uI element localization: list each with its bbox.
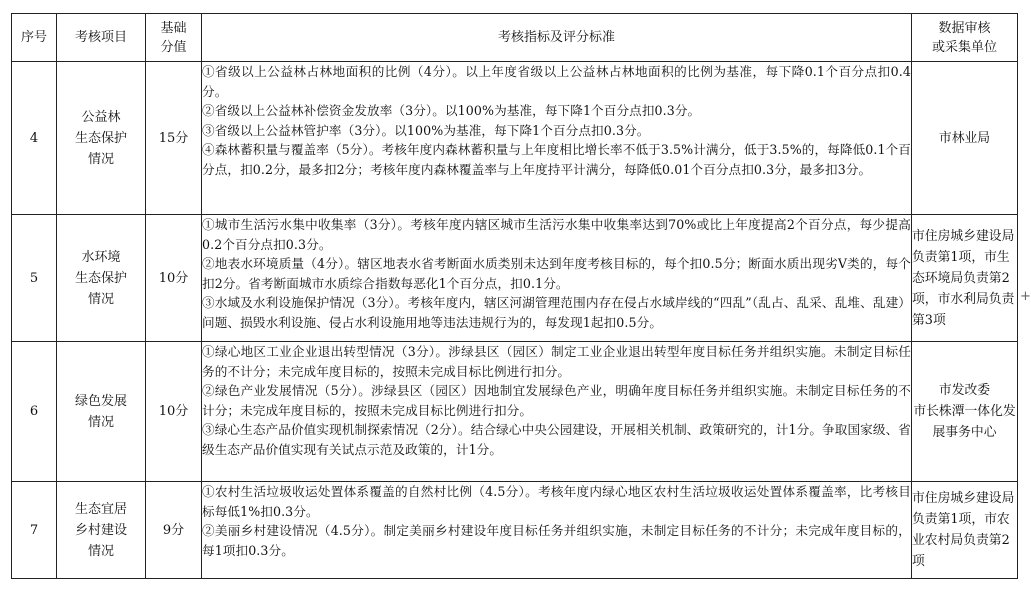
table-row <box>12 342 1018 482</box>
row-unit: 市发改委 市长株潭一体化发展事务中心 <box>912 342 1018 482</box>
standard-item: ①绿心地区工业企业退出转型情况（3分）。涉绿县区（园区）制定工业企业退出转型年度目标任务并组织实施。未制定目标任务的不计分；未完成年度目标的，按照未完成目标比例进行扣分。 <box>202 344 911 379</box>
table-row <box>12 215 1018 342</box>
standard-item: ③水域及水利设施保护情况（3分）。考核年度内，辖区河湖管理范围内存在侵占水域岸线的“四乱”（乱占、乱采、乱堆、乱建）问题、损毁水利设施、侵占水利设施用地等违法违规行为的，每发现1起扣0.5分。 <box>202 295 911 330</box>
row-item: 绿色发展 情况 <box>57 342 146 482</box>
row-unit: 市住房城乡建设局负责第1项，市生态环境局负责第2项，市水利局负责第3项 <box>912 215 1018 342</box>
row-standards <box>202 215 912 342</box>
row-score: 10分 <box>146 215 202 342</box>
header-row <box>12 14 1018 62</box>
row-seq: 4 <box>12 62 57 215</box>
row-seq: 5 <box>12 215 57 342</box>
header-score: 基础 分值 <box>146 14 202 62</box>
row-standards <box>202 62 912 215</box>
standard-item: ③绿心生态产品价值实现机制探索情况（2分）。结合绿心中央公园建设，开展相关机制、政策研究的，计1分。争取国家级、省级生态产品价值实现有关试点示范及政策的，计1分。 <box>202 422 911 457</box>
row-unit: 市林业局 <box>912 62 1018 215</box>
standard-item: ①省级以上公益林占林地面积的比例（4分）。以上年度省级以上公益林占林地面积的比例为基准，每下降0.1个百分点扣0.4分。 <box>202 64 911 99</box>
standard-item: ③省级以上公益林管护率（3分）。以100%为基准，每下降1个百分点扣0.3分。 <box>202 122 650 138</box>
row-unit: 市住房城乡建设局负责第1项，市农业农村局负责第2项 <box>912 482 1018 579</box>
standard-item: ②美丽乡村建设情况（4.5分）。制定美丽乡村建设年度目标任务并组织实施，未制定目标任务的不计分；未完成年度目标的，每1项扣0.3分。 <box>202 523 911 558</box>
standard-item: ②地表水环境质量（4分）。辖区地表水省考断面水质类别未达到年度考核目标的，每个扣0.5分；断面水质出现劣Ⅴ类的，每个扣2分。省考断面城市水质综合指数每恶化1个百分点，扣0.1分。 <box>202 256 911 291</box>
row-score: 10分 <box>146 342 202 482</box>
standard-item: ②省级以上公益林补偿资金发放率（3分）。以100%为基准，每下降1个百分点扣0.3分。 <box>202 103 701 119</box>
plus-icon[interactable]: + <box>1020 289 1031 304</box>
standard-item: ④森林蓄积量与覆盖率（5分）。考核年度内森林蓄积量与上年度相比增长率不低于3.5%计满分，低于3.5%的，每降低0.1个百分点，扣0.2分，最多扣2分；考核年度内森林覆盖率与上年度持平计满分，每降低0.01个百分点扣0.3分，最多扣3分。 <box>202 142 911 177</box>
row-seq: 7 <box>12 482 57 579</box>
standard-item: ①农村生活垃圾收运处置体系覆盖的自然村比例（4.5分）。考核年度内绿心地区农村生活垃圾收运处置体系覆盖率，比考核目标每低1%扣0.3分。 <box>202 484 911 519</box>
header-unit: 数据审核 或采集单位 <box>912 14 1018 62</box>
header-seq: 序号 <box>12 14 57 62</box>
table-row <box>12 62 1018 215</box>
row-item: 公益林 生态保护 情况 <box>57 62 146 215</box>
standard-item: ①城市生活污水集中收集率（3分）。考核年度内辖区城市生活污水集中收集率达到70%或比上年度提高2个百分点，每少提高0.2个百分点扣0.3分。 <box>202 217 911 252</box>
assessment-table <box>11 13 1018 579</box>
row-standards <box>202 342 912 482</box>
header-standard: 考核指标及评分标准 <box>202 14 912 62</box>
row-seq: 6 <box>12 342 57 482</box>
row-standards <box>202 482 912 579</box>
table-row <box>12 482 1018 579</box>
header-item: 考核项目 <box>57 14 146 62</box>
row-item: 水环境 生态保护 情况 <box>57 215 146 342</box>
row-item: 生态宜居 乡村建设 情况 <box>57 482 146 579</box>
row-score: 15分 <box>146 62 202 215</box>
standard-item: ②绿色产业发展情况（5分）。涉绿县区（园区）因地制宜发展绿色产业，明确年度目标任务并组织实施。未制定目标任务的不计分；未完成年度目标的，按照未完成目标比例进行扣分。 <box>202 383 911 418</box>
row-score: 9分 <box>146 482 202 579</box>
